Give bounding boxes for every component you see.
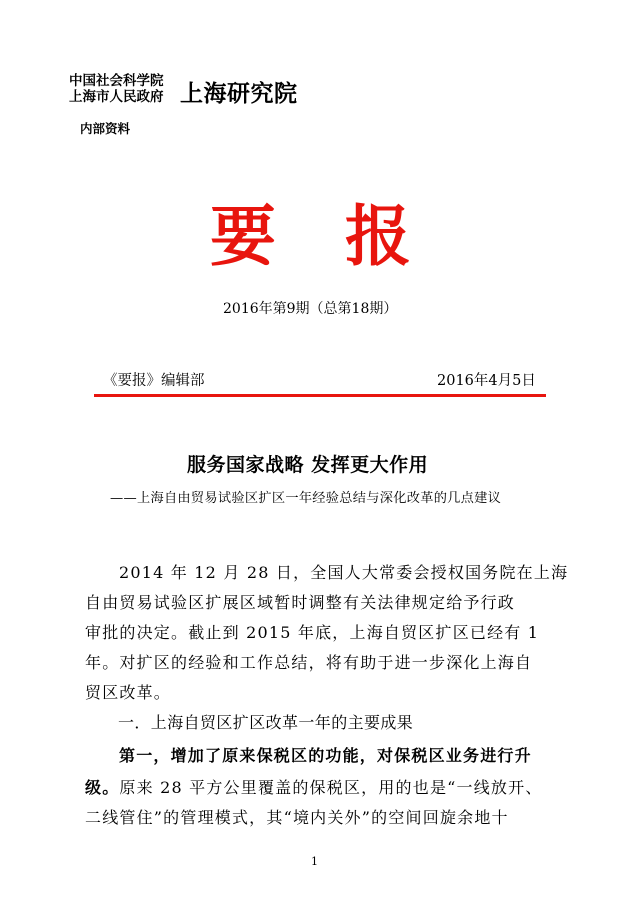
org-name-shanghai-gov: 上海市人民政府 bbox=[69, 89, 164, 105]
org-name-cass: 中国社会科学院 bbox=[69, 73, 164, 89]
paragraph-line: 自由贸易试验区扩展区域暂时调整有关法律规定给予行政 bbox=[85, 593, 516, 612]
report-title-char-1: 要 bbox=[210, 197, 276, 275]
issue-number: 2016年第9期（总第18期） bbox=[223, 301, 398, 317]
classification-label: 内部资料 bbox=[80, 121, 131, 136]
editorial-department: 《要报》编辑部 bbox=[103, 373, 205, 389]
paragraph-bold-lead-end: 级。 bbox=[85, 778, 120, 797]
paragraph-line: 年。对扩区的经验和工作总结，将有助于进一步深化上海自 bbox=[85, 653, 533, 672]
page-number: 1 bbox=[311, 855, 318, 868]
masthead-divider bbox=[94, 394, 546, 397]
paragraph-line: 贸区改革。 bbox=[85, 683, 172, 702]
article-title: 服务国家战略 发挥更大作用 bbox=[187, 454, 429, 476]
paragraph-text: 原来 28 平方公里覆盖的保税区，用的也是“一线放开、 bbox=[119, 778, 543, 797]
article-subtitle: ——上海自由贸易试验区扩区一年经验总结与深化改革的几点建议 bbox=[110, 491, 502, 506]
paragraph-bold-lead: 第一，增加了原来保税区的功能，对保税区业务进行升 bbox=[119, 746, 532, 765]
report-title-char-2: 报 bbox=[345, 197, 411, 275]
section-heading: 一．上海自贸区扩区改革一年的主要成果 bbox=[118, 713, 414, 732]
institution-name: 上海研究院 bbox=[180, 80, 298, 107]
publication-date: 2016年4月5日 bbox=[437, 373, 536, 389]
paragraph-line bbox=[85, 775, 543, 798]
paragraph-line: 审批的决定。截止到 2015 年底，上海自贸区扩区已经有 1 bbox=[85, 623, 540, 642]
paragraph-line: 2014 年 12 月 28 日，全国人大常委会授权国务院在上海 bbox=[119, 563, 569, 582]
paragraph-line: 二线管住”的管理模式，其“境内关外”的空间回旋余地十 bbox=[85, 808, 509, 827]
